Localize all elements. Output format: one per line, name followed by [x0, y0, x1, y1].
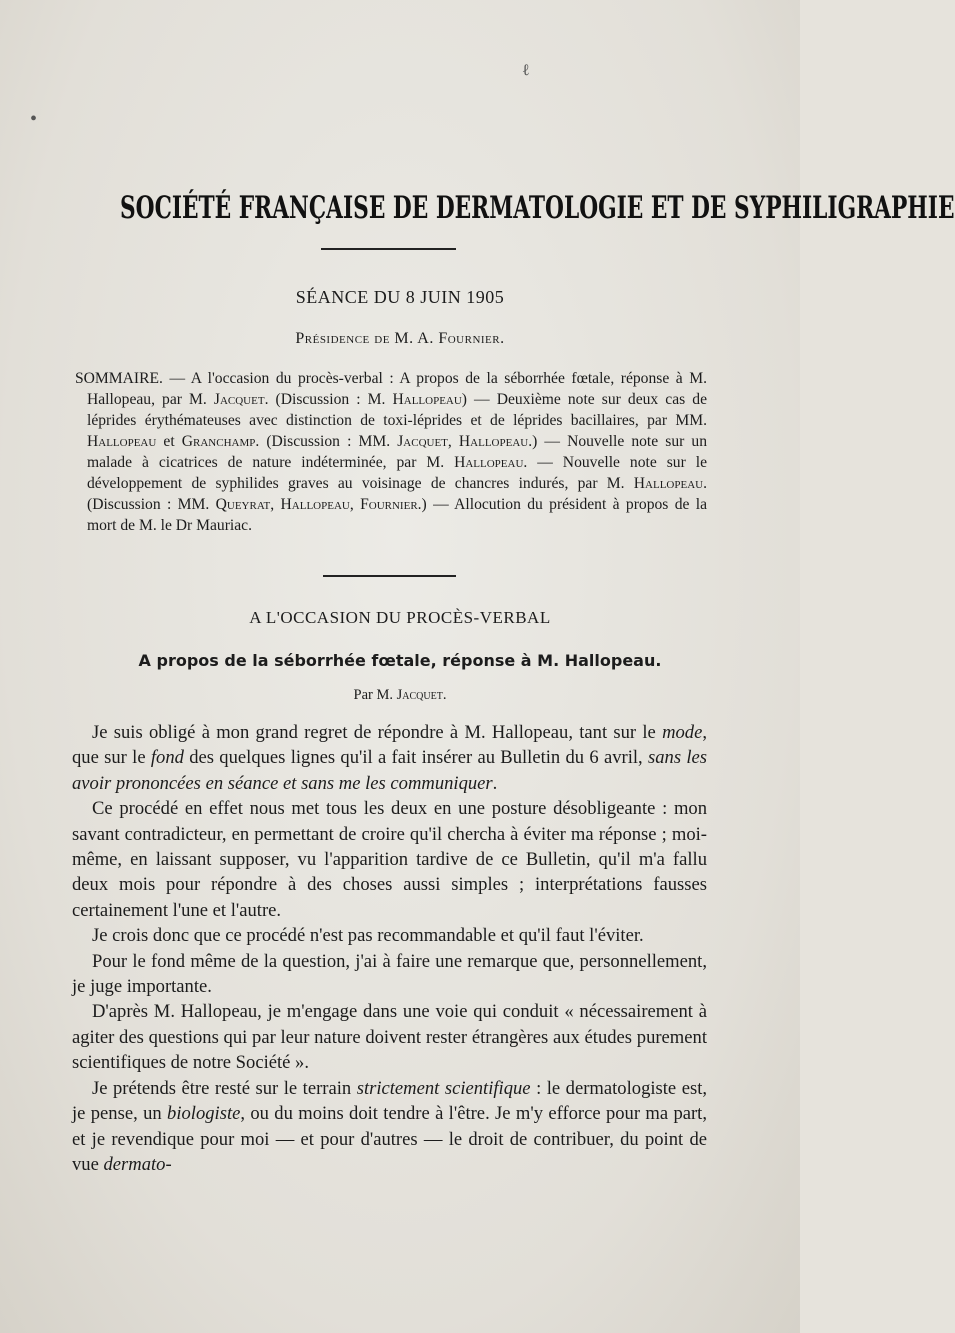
section-title: A L'OCCASION DU PROCÈS-VERBAL: [249, 608, 551, 627]
society-title: SOCIÉTÉ FRANÇAISE DE DERMATOLOGIE ET DE SYPHILIGRAPHIE: [120, 190, 955, 226]
sommaire: [75, 368, 707, 536]
author-name: Jacquet.: [396, 687, 447, 703]
name-granchamp: Granchamp: [181, 433, 256, 450]
article-body: [72, 720, 707, 1177]
presidence-prefix: Présidence de M. A.: [295, 330, 439, 347]
sommaire-text-10: ,: [270, 496, 281, 513]
paragraph-6: [72, 1076, 707, 1178]
sommaire-lead: SOMMAIRE. — A l'occasion du procès-verbal : A propos de la séborrhée fœtale, réponse à M. Hallopeau, par M.: [75, 370, 707, 408]
name-hallopeau: Hallopeau: [392, 391, 462, 408]
sommaire-text: [75, 368, 707, 536]
paragraph-5: D'après M. Hallopeau, je m'engage dans une voie qui conduit « nécessairement à agiter des questions qui par leur nature doivent rester étrangères aux études purement scientifiques de notre Société ».: [72, 1001, 707, 1074]
p1-text-d: .: [492, 772, 498, 794]
sommaire-divider: [323, 575, 456, 577]
name-queyrat: Queyrat: [215, 496, 271, 513]
ink-mark-left: •: [30, 108, 38, 130]
p1-italic-phrase: sans les avoir prononcées en séance et sans me les communiquer: [72, 747, 707, 794]
sommaire-text-12: .) — Allocution du président à propos de la mort de M. le Dr Mauriac.: [87, 496, 708, 534]
seance-date: SÉANCE DU 8 JUIN 1905: [295, 287, 505, 307]
sommaire-text-3: ) — Deuxième note sur deux cas de léprides érythémateuses avec distinction de toxi-léprides et de léprides bacillaires, par MM.: [87, 391, 707, 429]
sommaire-text-8: . — Nouvelle note sur le développement de syphilides graves au voisinage de chancres indurés, par M.: [87, 454, 707, 492]
p6-text-c: , ou du moins doit tendre à l'être. Je m'y efforce pour ma part, et je revendique pour moi — et pour d'autres — le droit de contribuer, du point de vue: [72, 1103, 707, 1175]
name-hallopeau: Hallopeau: [454, 454, 524, 471]
sommaire-text-7: .) — Nouvelle note sur un malade à cicatrices de nature indéterminée, par M.: [87, 433, 708, 471]
p6-italic-3: dermato-: [103, 1153, 172, 1175]
author-prefix: Par M.: [353, 687, 397, 703]
p1-italic-mode: mode: [662, 722, 703, 743]
president-name: Fournier.: [438, 330, 505, 347]
name-fournier: Fournier: [360, 496, 418, 513]
paragraph-3: Je crois donc que ce procédé n'est pas recommandable et qu'il faut l'éviter.: [92, 925, 644, 947]
p1-text-a: Je suis obligé à mon grand regret de répondre à M. Hallopeau, tant sur le: [92, 722, 663, 743]
name-hallopeau: Hallopeau: [87, 433, 157, 450]
sommaire-text-11: ,: [349, 496, 361, 513]
p1-text-b: , que sur le: [72, 722, 707, 769]
p6-text-b: : le dermatologiste est, je pense, un: [72, 1077, 708, 1125]
title-divider: [321, 248, 456, 250]
author-line: [0, 687, 800, 704]
p1-italic-fond: fond: [150, 747, 184, 769]
paragraph-4: Pour le fond même de la question, j'ai à faire une remarque que, personnellement, je juge importante.: [72, 950, 707, 998]
presidence-line: [0, 330, 800, 348]
ink-mark-top: ℓ: [522, 62, 530, 79]
sommaire-text-6: ,: [447, 433, 459, 450]
sommaire-text-2: . (Discussion : M.: [264, 391, 393, 408]
paragraph-2: Ce procédé en effet nous met tous les deux en une posture désobligeante : mon savant contradicteur, en permettant de croire qu'il chercha à éviter ma réponse ; moi-même, en laissant supposer, vu l'apparition tardive de ce Bulletin, qu'il m'a fallu deux mois pour répondre à des choses aussi simples ; interprétations fausses certainement l'une et l'autre.: [72, 798, 707, 921]
name-hallopeau: Hallopeau: [280, 496, 350, 513]
sommaire-text-5: . (Discussion : MM.: [255, 433, 398, 450]
name-hallopeau: Hallopeau: [633, 475, 704, 492]
paragraph-1: [72, 720, 707, 796]
name-jacquet: Jacquet: [397, 433, 448, 450]
p6-italic-1: strictement scientifique: [356, 1077, 531, 1099]
p1-text-c: des quelques lignes qu'il a fait insérer au Bulletin du 6 avril,: [183, 747, 648, 769]
name-jacquet: Jacquet: [213, 391, 265, 408]
name-hallopeau: Hallopeau: [458, 433, 529, 450]
p6-italic-2: biologiste: [167, 1103, 241, 1125]
article-subtitle: A propos de la séborrhée fœtale, réponse à M. Hallopeau.: [138, 651, 662, 670]
p6-text-a: Je prétends être resté sur le terrain: [92, 1077, 357, 1099]
sommaire-text-9: . (Discussion : MM.: [87, 475, 707, 513]
sommaire-text-4: et: [156, 433, 182, 450]
